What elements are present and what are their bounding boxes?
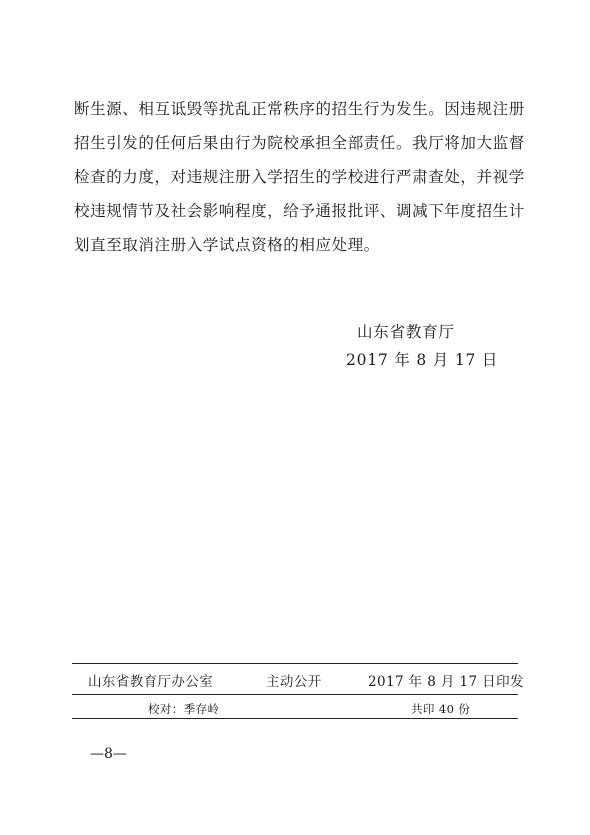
print-copies: 共印 40 份 (411, 702, 471, 716)
disclosure-status: 主动公开 (266, 674, 322, 690)
body-text (74, 92, 544, 262)
issuing-office: 山东省教育厅办公室 (88, 674, 214, 690)
body-line: 招生引发的任何后果由行为院校承担全部责任。我厅将加大监督 (74, 134, 525, 152)
footer-middle-rule (72, 694, 518, 695)
signature-organization: 山东省教育厅 (357, 323, 455, 341)
body-line: 断生源、相互诋毁等扰乱正常秩序的招生行为发生。因违规注册 (74, 100, 525, 118)
body-line: 划直至取消注册入学试点资格的相应处理。 (74, 236, 380, 254)
signature-date: 2017 年 8 月 17 日 (346, 351, 499, 369)
body-line: 校违规情节及社会影响程度，给予通报批评、调减下年度招生计 (74, 202, 525, 220)
page-number: —8— (90, 746, 127, 762)
footer-bottom-rule (72, 718, 518, 719)
print-date: 2017 年 8 月 17 日印发 (368, 674, 524, 690)
proofreader: 校对：季存岭 (148, 702, 220, 716)
footer-top-rule (72, 663, 518, 664)
body-line: 检查的力度，对违规注册入学招生的学校进行严肃查处，并视学 (74, 168, 525, 186)
